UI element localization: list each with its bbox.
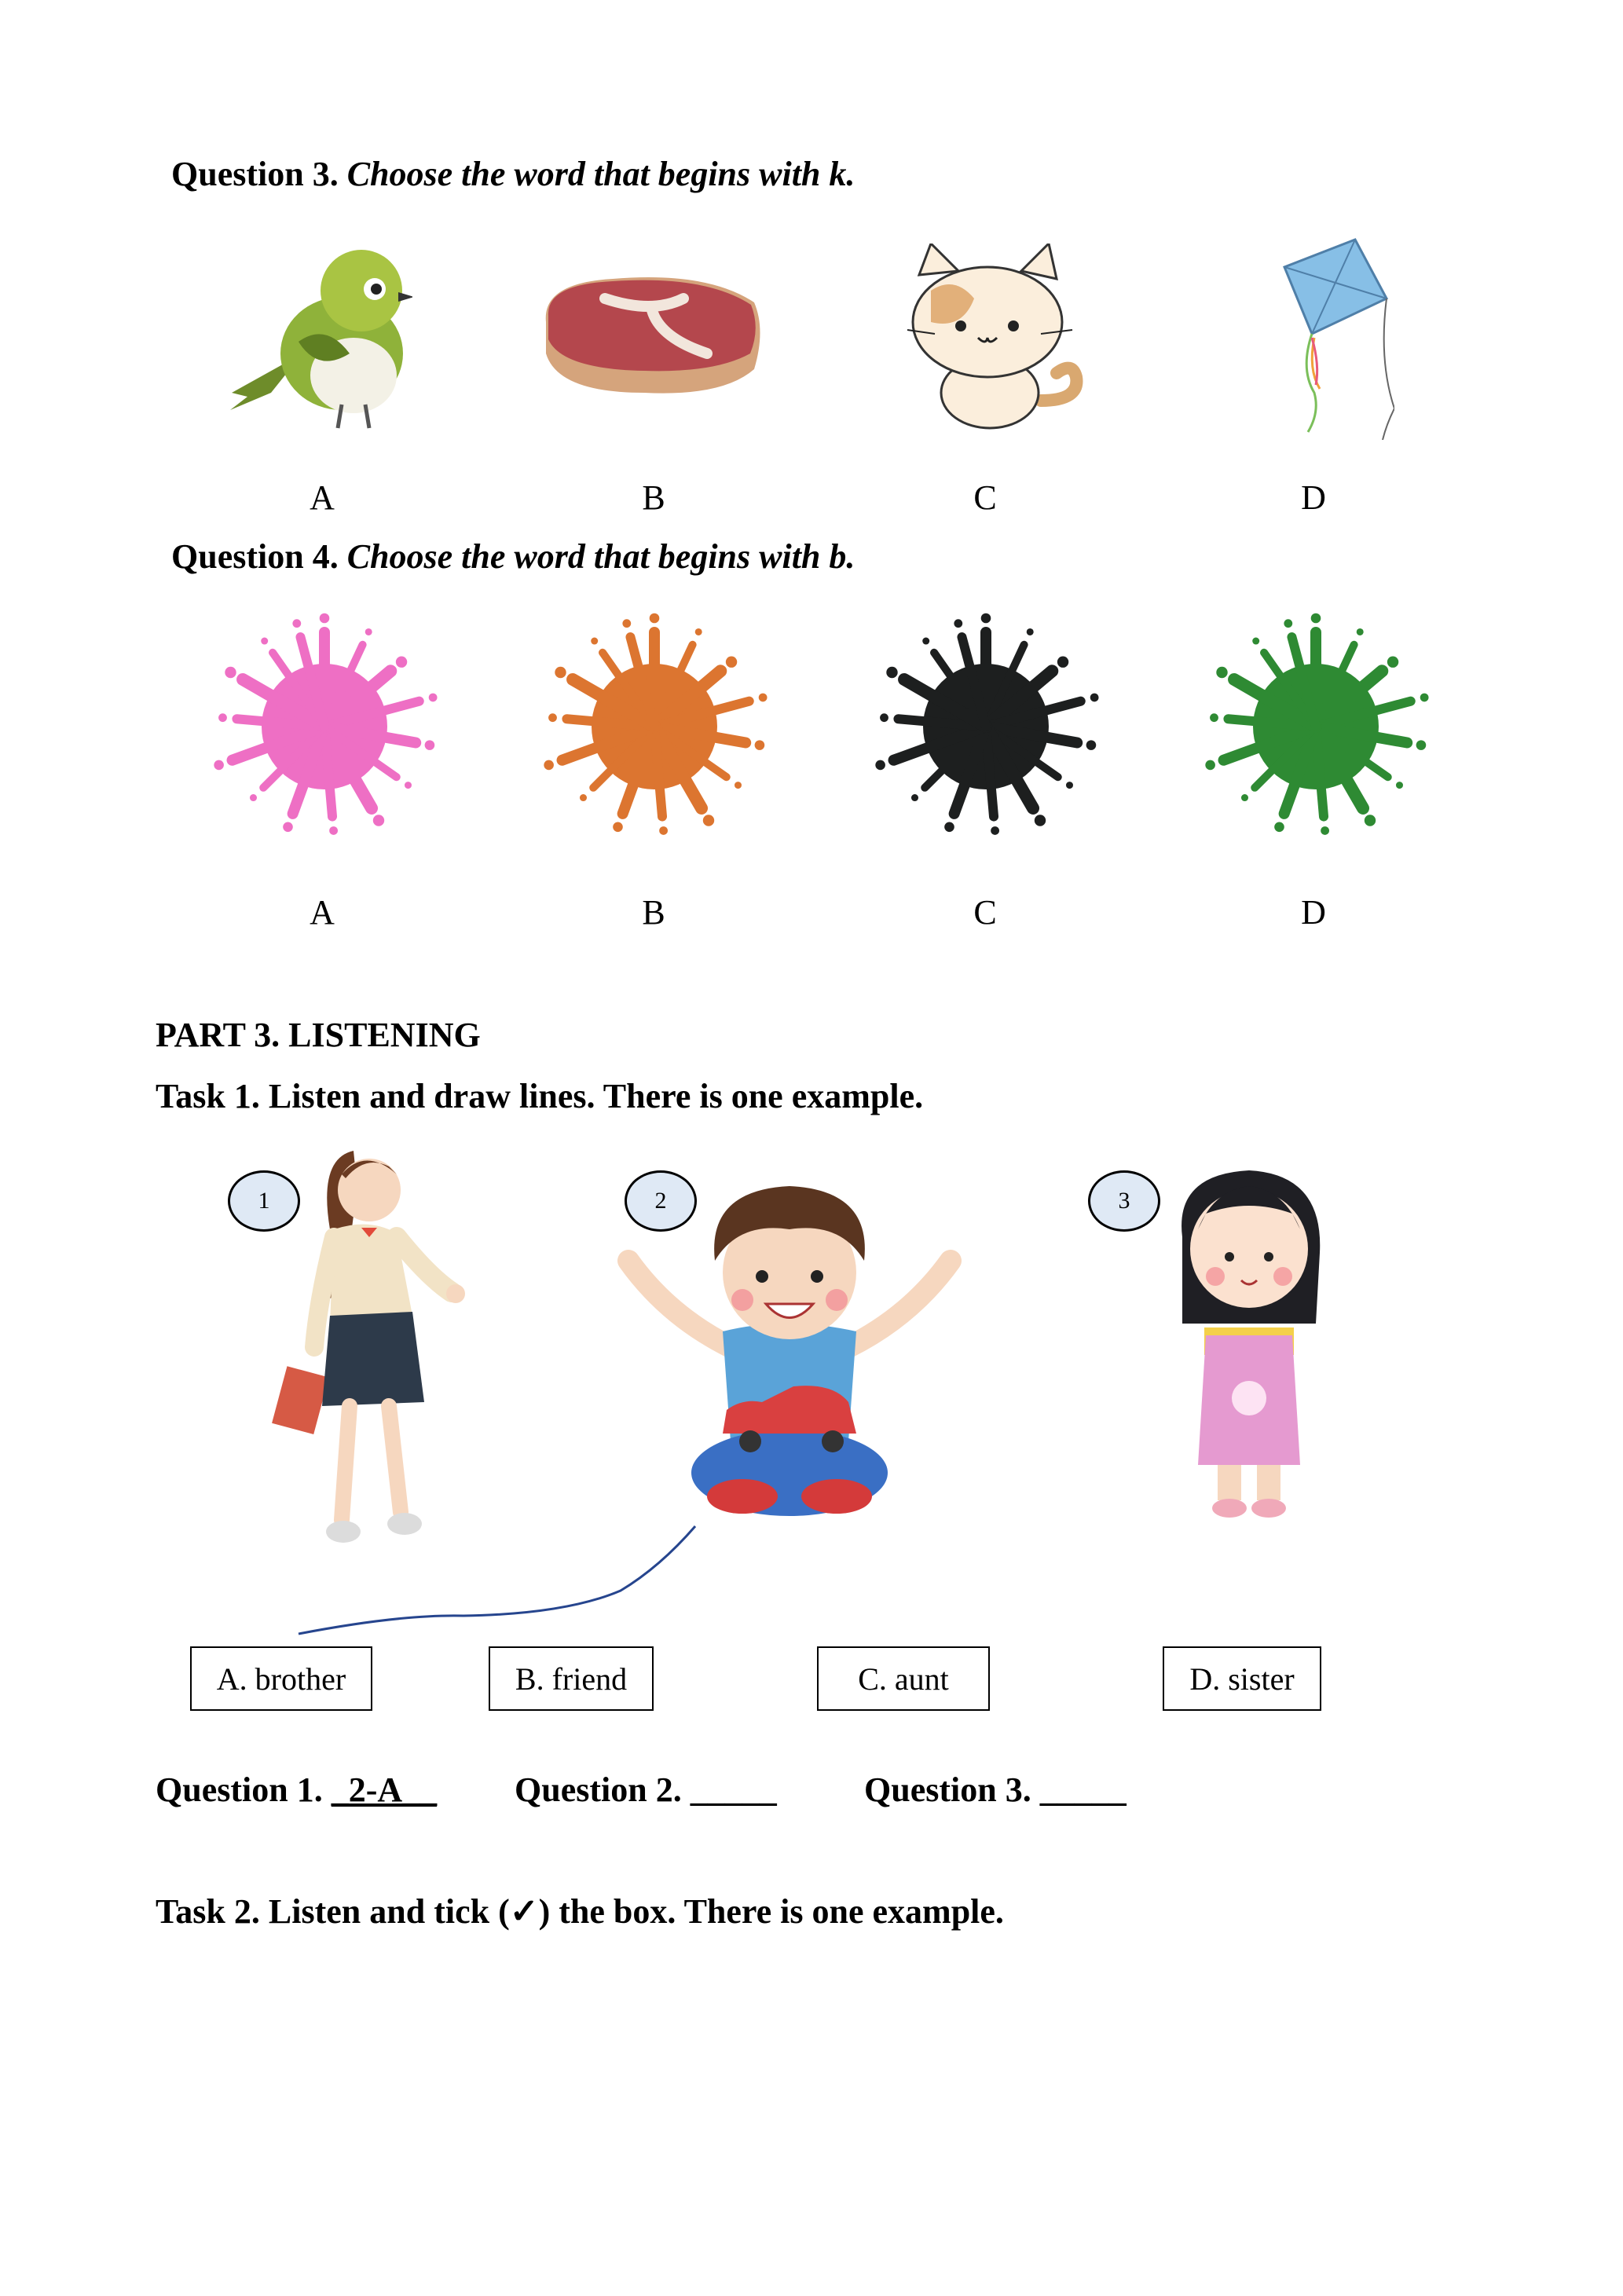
q4-option-b[interactable]: B — [642, 893, 665, 932]
orange-splash-icon[interactable] — [525, 609, 784, 852]
question-4-instruction: Choose the word that begins with b. — [346, 537, 855, 576]
cat-icon[interactable] — [899, 244, 1084, 432]
answer-1-value[interactable]: _2-A__ — [331, 1771, 438, 1809]
q3-option-c[interactable]: C — [973, 478, 997, 517]
word-box-friend[interactable]: B. friend — [489, 1646, 654, 1711]
answer-question-2 — [515, 1770, 777, 1810]
figure-1-number: 1 — [228, 1170, 300, 1232]
answer-2-label: Question 2. — [515, 1771, 682, 1809]
girl-teen-icon[interactable] — [271, 1143, 475, 1559]
answer-1-label: Question 1. — [156, 1771, 323, 1809]
figure-3-number: 3 — [1088, 1170, 1160, 1232]
q4-option-c[interactable]: C — [973, 893, 997, 932]
question-3-instruction: Choose the word that begins with k. — [346, 155, 855, 193]
answer-question-3 — [864, 1770, 1127, 1810]
example-connecting-line — [291, 1520, 707, 1646]
answer-3-label: Question 3. — [864, 1771, 1031, 1809]
word-box-sister[interactable]: D. sister — [1163, 1646, 1321, 1711]
pink-splash-icon[interactable] — [195, 609, 454, 852]
task-2-heading: Task 2. Listen and tick (✓) the box. There is one example. — [156, 1892, 1004, 1931]
q3-option-d[interactable]: D — [1301, 478, 1326, 517]
answer-2-value[interactable]: _____ — [690, 1771, 777, 1809]
q4-option-a[interactable]: A — [310, 893, 335, 932]
part-3-heading: PART 3. LISTENING — [156, 1016, 481, 1054]
green-splash-icon[interactable] — [1186, 609, 1445, 852]
answer-3-value[interactable]: _____ — [1039, 1771, 1127, 1809]
black-splash-icon[interactable] — [856, 609, 1116, 852]
q3-option-b[interactable]: B — [642, 478, 665, 517]
kite-icon[interactable] — [1277, 236, 1394, 440]
word-box-brother[interactable]: A. brother — [190, 1646, 372, 1711]
question-3-number: Question 3. — [171, 155, 339, 193]
meat-icon[interactable] — [526, 267, 770, 401]
q4-option-d[interactable]: D — [1301, 893, 1326, 932]
question-4-number: Question 4. — [171, 537, 339, 576]
question-3-title — [171, 154, 855, 194]
figure-2-number: 2 — [625, 1170, 697, 1232]
question-4-title — [171, 536, 855, 577]
word-box-aunt[interactable]: C. aunt — [817, 1646, 990, 1711]
little-girl-icon[interactable] — [1167, 1166, 1332, 1524]
answer-question-1 — [156, 1770, 437, 1810]
bird-icon[interactable] — [224, 236, 412, 432]
q3-option-a[interactable]: A — [310, 478, 335, 517]
task-1-heading: Task 1. Listen and draw lines. There is one example. — [156, 1077, 924, 1115]
